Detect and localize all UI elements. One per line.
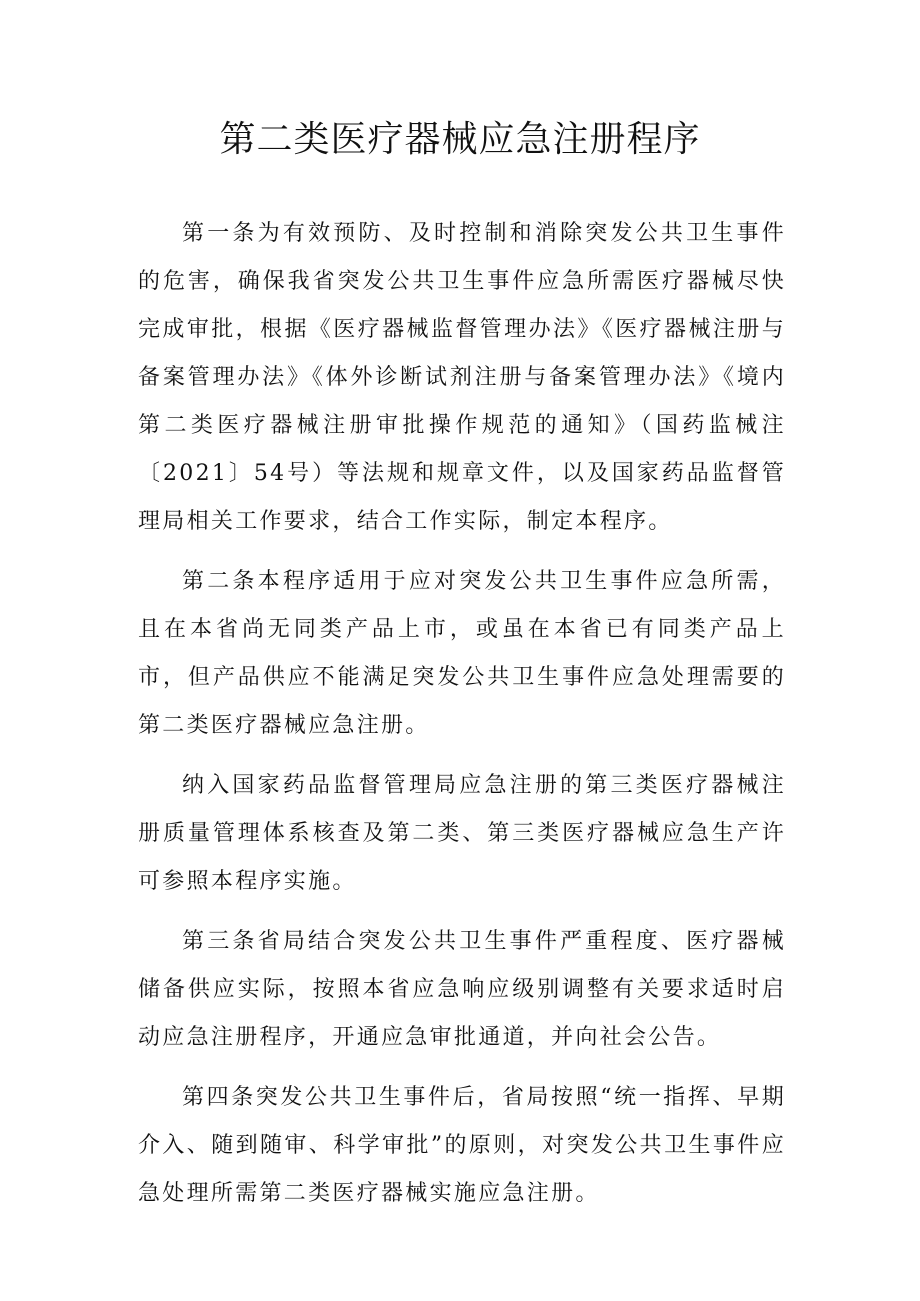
paragraph-article-1: 第一条为有效预防、及时控制和消除突发公共卫生事件的危害，确保我省突发公共卫生事件应急所需医疗器械尽快完成审批，根据《医疗器械监督管理办法》《医疗器械注册与备案管理办法》《体外诊断试剂注册与备案管理办法》《境内第二类医疗器械注册审批操作规范的通知》（国药监械注〔2021〕54号）等法规和规章文件，以及国家药品监督管理局相关工作要求，结合工作实际，制定本程序。	[138, 221, 786, 534]
paragraph-article-3: 第三条省局结合突发公共卫生事件严重程度、医疗器械储备供应实际，按照本省应急响应级别调整有关要求适时启动应急注册程序，开通应急审批通道，并向社会公告。	[138, 929, 786, 1050]
paragraph-article-2: 第二条本程序适用于应对突发公共卫生事件应急所需，且在本省尚无同类产品上市，或虽在本省已有同类产品上市，但产品供应不能满足突发公共卫生事件应急处理需要的第二类医疗器械应急注册。	[138, 569, 786, 738]
document-body	[138, 210, 786, 1230]
paragraph-article-4: 第四条突发公共卫生事件后，省局按照“统一指挥、早期介入、随到随审、科学审批”的原则，对突发公共卫生事件应急处理所需第二类医疗器械实施应急注册。	[138, 1085, 786, 1206]
document-title: 第二类医疗器械应急注册程序	[219, 119, 701, 160]
paragraph-article-2-supplement: 纳入国家药品监督管理局应急注册的第三类医疗器械注册质量管理体系核查及第二类、第三类医疗器械应急生产许可参照本程序实施。	[138, 773, 786, 894]
